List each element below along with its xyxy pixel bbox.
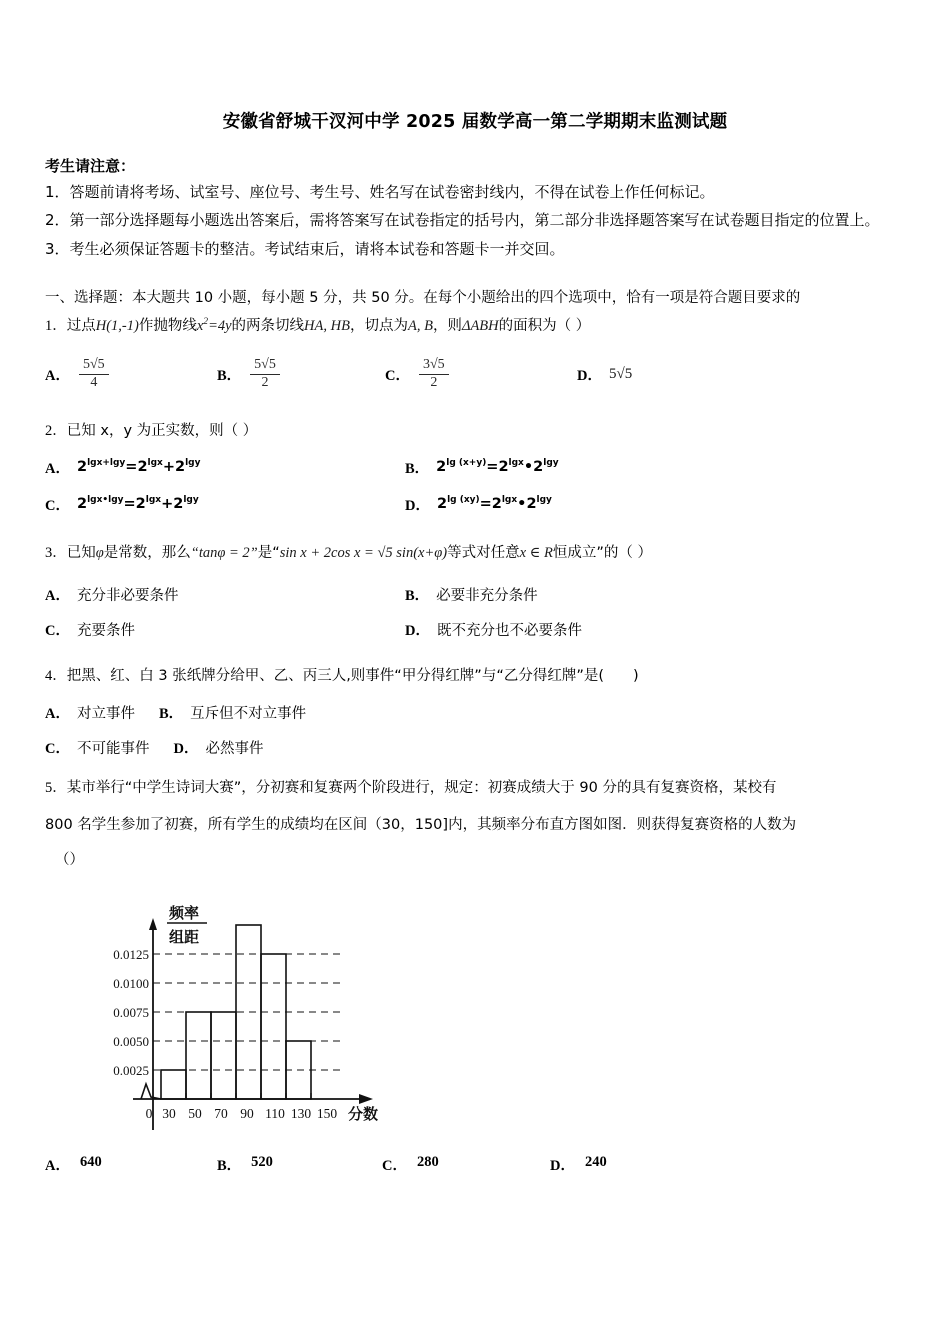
q2-option-b-label: B． <box>405 460 430 477</box>
q2-option-d-label: D． <box>405 497 430 514</box>
q1-parabola <box>197 318 232 334</box>
q2b-eq: = <box>486 459 499 476</box>
x-tick-label-90: 90 <box>240 1105 254 1121</box>
y-axis-tick-labels <box>113 947 149 1078</box>
question-4-options-row-2 <box>45 737 917 758</box>
q4-option-a[interactable] <box>45 702 135 723</box>
x-tick-label-130: 130 <box>290 1105 312 1121</box>
q3-quote-open: “ <box>272 544 280 561</box>
q1-text-6: 的面积为（ ） <box>498 318 591 335</box>
question-4-number: 4． <box>45 668 67 685</box>
q2-option-b-value <box>436 459 558 475</box>
q2a-base2: 2 <box>137 459 148 476</box>
q2c-exp2: lgx <box>145 495 162 506</box>
y-tick-label-0.0050: 0.0050 <box>113 1033 149 1049</box>
q5-text-line-1: 某市举行“中学生诗词大赛”，分初赛和复赛两个阶段进行，规定：初赛成绩大于 90 分的具有复赛资格，某校有 <box>66 779 777 796</box>
question-5-number: 5． <box>45 779 67 796</box>
x-axis-ticks <box>186 1093 311 1099</box>
q5-option-b-text: 520 <box>251 1153 273 1170</box>
q5-option-b[interactable] <box>217 1154 382 1175</box>
q1-option-a-value <box>79 357 109 391</box>
q3-option-c-label: C． <box>45 623 70 640</box>
q3-option-b-label: B． <box>405 588 430 605</box>
frequency-distribution-histogram <box>45 890 917 1140</box>
x-tick-label-30: 30 <box>162 1105 176 1121</box>
q2a-exp2: lgx <box>147 458 163 469</box>
q2d-exp2: lgx <box>501 495 518 506</box>
q2-option-d-value <box>437 496 552 512</box>
q4-option-c-text: 不可能事件 <box>76 740 150 757</box>
q2-option-a[interactable] <box>45 457 405 478</box>
q1-parabola-exp: 2 <box>203 316 209 328</box>
q3-option-a-label: A． <box>45 588 70 605</box>
q1-option-b-numerator: 5√5 <box>250 357 280 375</box>
q1-text-2: 作抛物线 <box>138 318 197 335</box>
q1-option-c-label: C． <box>385 367 410 384</box>
q3-text-2: 是常数，那么 <box>103 544 191 561</box>
q5-option-b-label: B． <box>217 1157 242 1174</box>
y-tick-label-0.0100: 0.0100 <box>113 975 149 991</box>
x-tick-label-50: 50 <box>188 1105 202 1121</box>
q2a-exp3: lgy <box>185 458 201 469</box>
q2-option-c-label: C． <box>45 497 70 514</box>
q5-option-c[interactable] <box>382 1154 550 1175</box>
q2c-exp3: lgy <box>183 495 199 506</box>
bar-50-70 <box>186 1012 211 1099</box>
question-3-options-row-1 <box>45 584 917 605</box>
q2c-eq: = <box>123 496 136 513</box>
question-1-options <box>45 357 917 391</box>
q3-option-d[interactable] <box>405 619 582 640</box>
page-title: 安徽省舒城干汊河中学 2025 届数学高一第二学期期末监测试题 <box>222 112 728 132</box>
q3-text-5: 恒成立”的（ ） <box>552 544 653 561</box>
q4-option-d-label: D． <box>173 740 199 757</box>
x-tick-label-150: 150 <box>316 1105 338 1121</box>
q3-option-a[interactable] <box>45 584 405 605</box>
document-body <box>0 155 950 1175</box>
q5-option-a-text: 640 <box>79 1153 102 1170</box>
question-1-number: 1． <box>45 318 67 335</box>
q2c-base3: 2 <box>173 496 184 513</box>
q4-option-b[interactable] <box>159 702 306 723</box>
x-axis-label: 分数 <box>348 1104 379 1123</box>
q4-text: 把黑、红、白 3 张纸牌分给甲、乙、丙三人,则事件“甲分得红牌”与“乙分得红牌”是( ) <box>66 668 639 685</box>
notice-item-2: 2．第一部分选择题每小题选出答案后，需将答案写在试卷指定的括号内，第二部分非选择题答案写在试卷题目指定的位置上。 <box>45 211 880 230</box>
q2-option-a-label: A． <box>45 460 70 477</box>
q3-phi: φ <box>95 544 104 561</box>
q1-option-c-numerator: 3√5 <box>419 357 449 375</box>
q2d-op: • <box>517 496 527 513</box>
q2b-base3: 2 <box>533 459 544 476</box>
bar-30-50 <box>161 1070 186 1099</box>
question-1-stem <box>45 314 917 339</box>
q1-parabola-rest: =4y <box>208 318 232 335</box>
q5-option-d-text: 240 <box>584 1153 607 1170</box>
q3-domain: x ∈ R <box>519 544 553 561</box>
q1-option-d-value: 5√5 <box>608 365 633 382</box>
y-axis-arrow <box>149 918 157 930</box>
q1-option-c[interactable] <box>385 357 577 391</box>
q2b-exp1: lg (x+y) <box>446 458 487 469</box>
q1-text-3: 的两条切线 <box>231 318 305 335</box>
q2b-base1: 2 <box>436 459 447 476</box>
q3-text-3: 是 <box>257 544 273 561</box>
x-axis-arrow <box>359 1094 373 1104</box>
q1-option-c-value <box>419 357 449 391</box>
q2b-base2: 2 <box>498 459 509 476</box>
q4-option-b-label: B． <box>158 705 184 722</box>
q2d-eq: = <box>479 496 492 513</box>
q5-option-a-label: A． <box>45 1157 70 1174</box>
q1-option-a-denominator: 4 <box>90 374 98 390</box>
q3-option-c-text: 充要条件 <box>76 623 135 640</box>
q3-option-d-text: 既不充分也不必要条件 <box>436 623 582 640</box>
y-tick-label-0.0075: 0.0075 <box>113 1004 149 1020</box>
q3-condition-2: sin x + 2cos x = √5 sin(x+φ) <box>279 544 448 561</box>
q2d-base2: 2 <box>491 496 502 513</box>
q1-option-c-denominator: 2 <box>430 374 438 390</box>
q5-option-c-text: 280 <box>416 1153 439 1170</box>
q2a-eq: = <box>125 459 138 476</box>
y-tick-label-0.0125: 0.0125 <box>113 946 149 962</box>
q1-text-1: 过点 <box>66 318 96 335</box>
q1-points-ab: A, B <box>407 318 433 335</box>
q3-option-b-text: 必要非充分条件 <box>436 588 538 605</box>
q2-option-b[interactable] <box>405 457 559 478</box>
section-heading: 一、选择题：本大题共 10 小题，每小题 5 分，共 50 分。在每个小题给出的四个选项中，恰有一项是符合题目要求的 <box>45 289 801 306</box>
q2a-exp1: lgx+lgy <box>87 458 126 469</box>
question-2-stem <box>45 419 917 444</box>
q3-condition-1: “tanφ = 2” <box>190 544 258 561</box>
q2a-op: + <box>162 459 175 476</box>
question-5-options <box>45 1154 917 1175</box>
q2c-base2: 2 <box>135 496 146 513</box>
notice-heading: 考生请注意： <box>45 157 136 175</box>
gridlines <box>153 954 345 1070</box>
q2-option-c-value <box>77 496 199 512</box>
question-4-options-row-1 <box>45 702 917 723</box>
q1-option-d-label: D． <box>577 367 602 384</box>
q5-text-line-2: 800 名学生参加了初赛，所有学生的成绩均在区间（30，150]内，其频率分布直方图如图．则获得复赛资格的人数为 <box>45 816 797 833</box>
x-tick-label-0: 0 <box>145 1105 153 1121</box>
notice-item-3: 3．考生必须保证答题卡的整洁。考试结束后，请将本试卷和答题卡一并交回。 <box>45 239 565 258</box>
q2b-op: • <box>523 459 534 476</box>
notice-item-1: 1．答题前请将考场、试室号、座位号、考生号、姓名写在试卷密封线内，不得在试卷上作任何标记。 <box>45 183 715 201</box>
q2a-base3: 2 <box>175 459 186 476</box>
q1-option-b-denominator: 2 <box>261 374 269 390</box>
histogram-svg <box>45 890 445 1140</box>
question-4-stem <box>45 664 917 689</box>
q1-option-b-value <box>250 357 280 391</box>
y-tick-label-0.0025: 0.0025 <box>113 1062 149 1078</box>
question-2-number: 2． <box>45 423 67 440</box>
q5-option-a[interactable] <box>45 1154 217 1175</box>
q4-option-b-text: 互斥但不对立事件 <box>190 705 307 722</box>
q1-text-4: ，切点为 <box>349 318 408 335</box>
question-2-options-row-1 <box>45 457 917 478</box>
question-3-stem <box>45 541 917 566</box>
q2b-exp2: lgx <box>508 458 524 469</box>
q1-parabola-base: x <box>196 318 204 335</box>
q1-triangle: ΔABH <box>461 318 499 335</box>
q4-option-c-label: C． <box>45 740 70 757</box>
q1-option-b-label: B． <box>217 367 242 384</box>
q1-option-a[interactable] <box>45 357 217 391</box>
q4-option-a-label: A． <box>45 705 70 722</box>
q1-point-h: H(1,-1) <box>95 318 139 335</box>
q4-option-d[interactable] <box>173 737 263 758</box>
q2d-exp1: lg (xy) <box>447 495 480 506</box>
y-axis-label-top: 频率 <box>169 903 200 922</box>
q2-text: 已知 x，y 为正实数，则（ ） <box>66 423 258 440</box>
x-tick-label-110: 110 <box>265 1105 285 1121</box>
question-5-stem-line-3 <box>45 848 917 873</box>
x-axis-tick-labels <box>146 1106 338 1121</box>
y-axis-label-bottom: 组距 <box>169 927 200 946</box>
q3-option-a-text: 充分非必要条件 <box>76 588 179 605</box>
q1-text-5: ，则 <box>432 318 462 335</box>
q4-option-d-text: 必然事件 <box>205 740 264 757</box>
q2-option-d[interactable] <box>405 494 552 515</box>
q2c-exp1: lgx•lgy <box>87 495 124 506</box>
q5-option-d[interactable] <box>550 1154 607 1175</box>
q2-option-c[interactable] <box>45 494 405 515</box>
q1-option-b[interactable] <box>217 357 385 391</box>
q1-tangents: HA, HB <box>304 318 350 335</box>
q5-text-line-3: （） <box>55 852 84 869</box>
question-3-number: 3． <box>45 544 67 561</box>
axis-break-zigzag-icon <box>141 1084 161 1099</box>
question-3-options-row-2 <box>45 619 917 640</box>
q4-option-c[interactable] <box>45 737 149 758</box>
q2d-base3: 2 <box>526 496 537 513</box>
q2c-op: + <box>161 496 174 513</box>
q3-text-4: 等式对任意 <box>447 544 520 561</box>
q1-option-d[interactable] <box>577 357 632 391</box>
q3-option-c[interactable] <box>45 619 405 640</box>
q5-option-d-label: D． <box>550 1157 575 1174</box>
q2c-base1: 2 <box>76 496 88 513</box>
q3-option-d-label: D． <box>405 623 430 640</box>
q2-option-a-value <box>77 459 200 475</box>
x-tick-label-70: 70 <box>214 1105 228 1121</box>
q4-option-a-text: 对立事件 <box>76 705 135 722</box>
q5-option-c-label: C． <box>382 1157 407 1174</box>
q1-option-a-numerator: 5√5 <box>79 357 109 375</box>
q2d-base1: 2 <box>436 496 448 513</box>
q3-option-b[interactable] <box>405 584 538 605</box>
q1-option-a-label: A． <box>45 367 70 384</box>
question-5-stem-line-2 <box>45 813 917 838</box>
q3-text-1: 已知 <box>66 544 96 561</box>
q2d-exp3: lgy <box>536 495 552 506</box>
question-5-stem-line-1 <box>45 776 917 801</box>
bar-110-130 <box>261 954 286 1099</box>
q2a-base1: 2 <box>76 459 88 476</box>
question-2-options-row-2 <box>45 494 917 515</box>
q2b-exp3: lgy <box>543 458 559 469</box>
bar-70-90 <box>211 1012 236 1099</box>
